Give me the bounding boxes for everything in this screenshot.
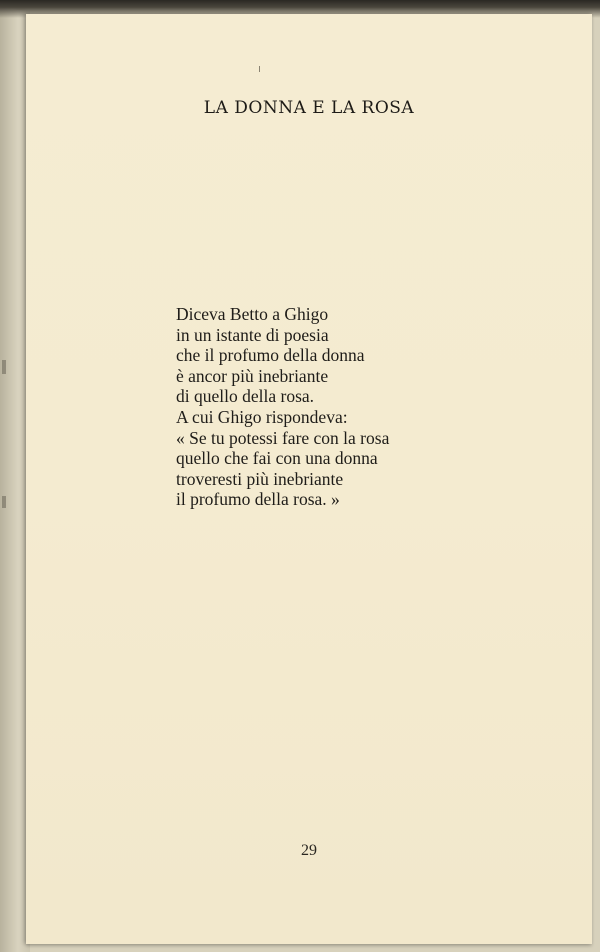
poem-line: il profumo della rosa. » <box>176 489 340 510</box>
poem-line: quello che fai con una donna <box>176 448 378 469</box>
poem-line: Diceva Betto a Ghigo <box>176 304 329 324</box>
poem-line: « Se tu potessi fare con la rosa <box>176 427 390 448</box>
page-number: 29 <box>301 842 317 859</box>
page-edge-mark <box>2 496 6 508</box>
page-title: LA DONNA E LA ROSA <box>203 98 415 118</box>
poem-body <box>176 304 389 510</box>
poem-line: troveresti più inebriante <box>176 468 344 489</box>
poem-line: in un istante di poesia <box>176 324 329 345</box>
poem-line: di quello della rosa. <box>176 386 315 407</box>
paper-speck <box>259 66 260 72</box>
poem-line: A cui Ghigo rispondeva: <box>176 406 348 427</box>
book-page <box>26 14 592 944</box>
poem-line: è ancor più inebriante <box>176 365 329 386</box>
page-edge-mark <box>2 360 6 374</box>
poem-line: che il profumo della donna <box>176 345 365 366</box>
